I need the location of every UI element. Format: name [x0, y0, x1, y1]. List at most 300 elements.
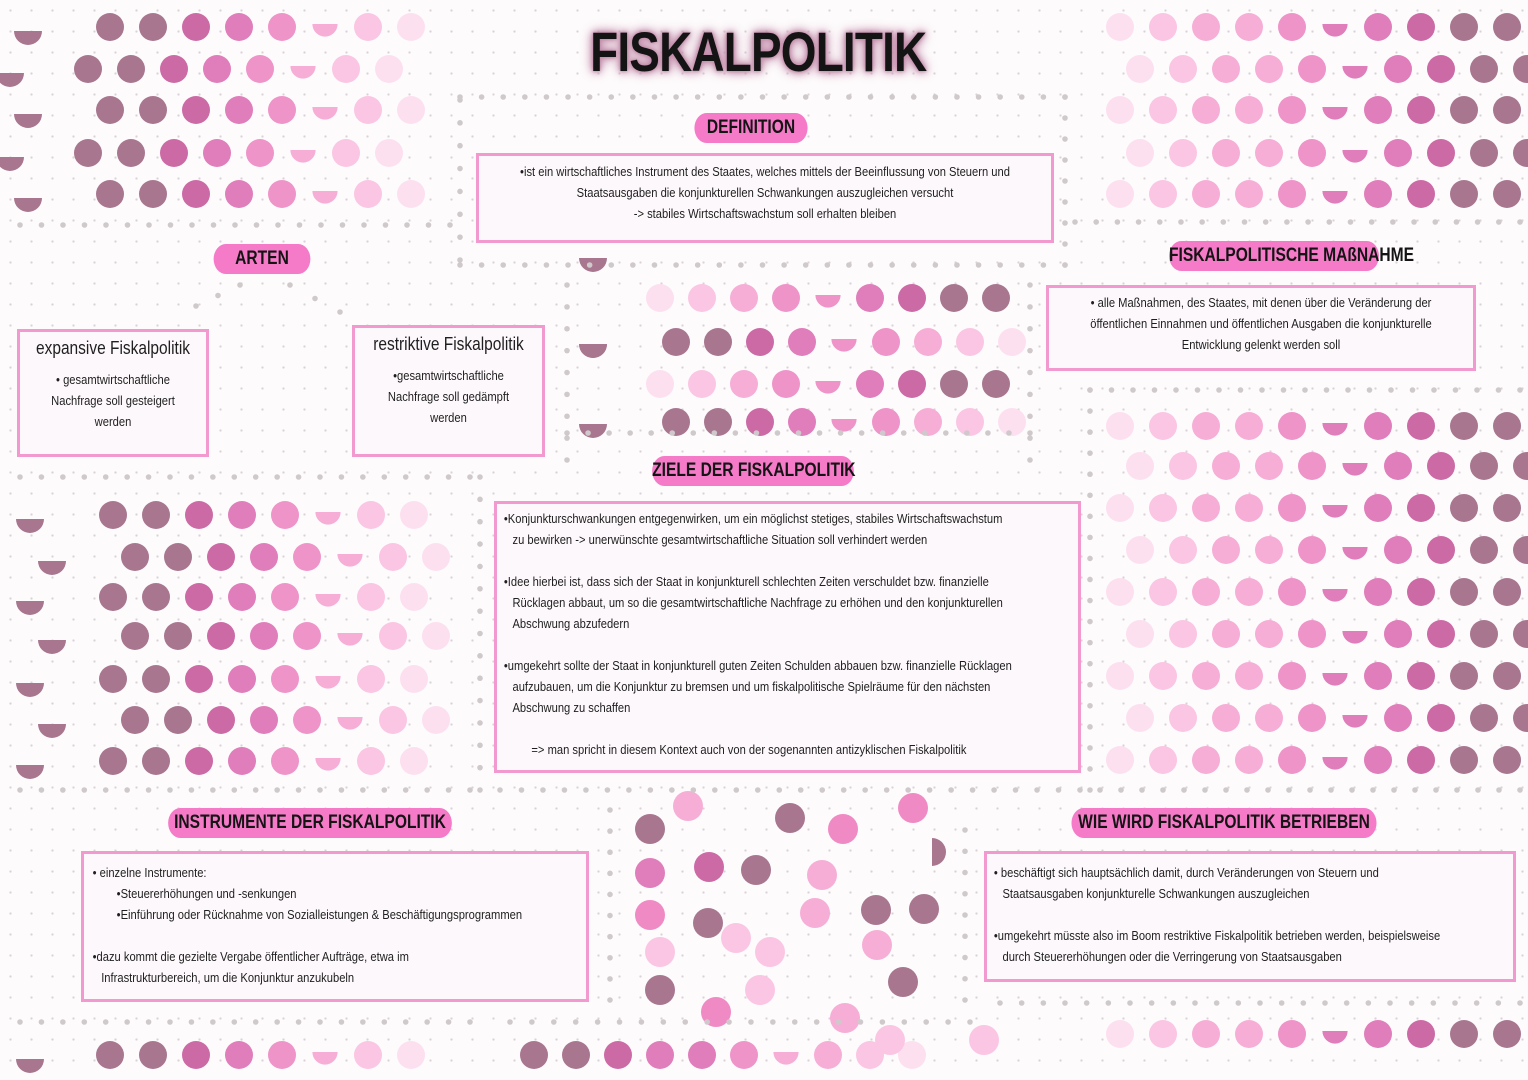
decorative-dot — [121, 543, 149, 571]
decorative-dotted-line — [446, 1019, 452, 1025]
decorative-dotted-line — [340, 222, 346, 228]
decorative-dotted-line — [274, 787, 280, 793]
decorative-dotted-line — [1263, 219, 1269, 225]
decorative-dot — [772, 284, 800, 312]
decorative-dotted-line — [296, 1019, 302, 1025]
decorative-dotted-line — [858, 1019, 864, 1025]
decorative-dotted-line — [477, 742, 483, 748]
decorative-dotted-line — [704, 1019, 710, 1025]
decorative-dotted-line — [477, 698, 483, 704]
decorative-half-dot — [1322, 589, 1347, 602]
decorative-dotted-line — [477, 608, 483, 614]
decorative-dot — [400, 747, 428, 775]
decorative-dotted-line — [585, 430, 591, 436]
decorative-dotted-line — [544, 262, 550, 268]
decorative-dotted-line — [189, 1019, 195, 1025]
decorative-dot — [1450, 180, 1478, 208]
decorative-half-dot — [932, 838, 946, 866]
decorative-dot — [228, 747, 256, 775]
decorative-dotted-line — [923, 1019, 929, 1025]
decorative-dotted-line — [803, 94, 809, 100]
decorative-dot — [1149, 494, 1177, 522]
decorative-dot — [1106, 746, 1134, 774]
decorative-dotted-line — [712, 430, 718, 436]
decorative-dotted-line — [1301, 1000, 1307, 1006]
decorative-dot — [142, 665, 170, 693]
decorative-dotted-line — [189, 222, 195, 228]
decorative-dotted-line — [607, 976, 613, 982]
decorative-half-dot — [1322, 757, 1347, 770]
decorative-dot — [74, 139, 102, 167]
decorative-dotted-line — [381, 787, 387, 793]
decorative-dotted-line — [933, 94, 939, 100]
decorative-dot — [422, 622, 450, 650]
decorative-dot — [1364, 746, 1392, 774]
decorative-dotted-line — [884, 787, 890, 793]
expansive-box — [17, 329, 209, 457]
decorative-dotted-line — [1106, 1000, 1112, 1006]
decorative-dot — [1235, 662, 1263, 690]
decorative-dotted-line — [167, 474, 173, 480]
decorative-dotted-line — [997, 262, 1003, 268]
decorative-dotted-line — [1027, 430, 1033, 436]
massnahme-heading: FISKALPOLITISCHE MAßNAHME — [1169, 241, 1379, 271]
decorative-dot — [225, 1041, 253, 1069]
decorative-dotted-line — [103, 787, 109, 793]
decorative-dot — [1384, 536, 1412, 564]
decorative-dotted-line — [962, 870, 968, 876]
decorative-dot — [604, 1041, 632, 1069]
decorative-dotted-line — [991, 787, 997, 793]
decorative-dot — [741, 855, 771, 885]
decorative-dotted-line — [1244, 787, 1250, 793]
decorative-dot — [354, 1041, 382, 1069]
decorative-dot — [807, 860, 837, 890]
decorative-dot — [1450, 494, 1478, 522]
decorative-dot — [121, 706, 149, 734]
decorative-dot — [1493, 1020, 1521, 1048]
decorative-dot — [520, 1041, 548, 1069]
decorative-dot — [1149, 578, 1177, 606]
decorative-dotted-line — [477, 497, 483, 503]
decorative-dotted-line — [479, 262, 485, 268]
decorative-dotted-line — [1062, 1000, 1068, 1006]
decorative-dot — [673, 791, 703, 821]
decorative-dotted-line — [814, 1019, 820, 1025]
decorative-dot — [898, 793, 928, 823]
decorative-dot — [1384, 452, 1412, 480]
decorative-dot — [872, 408, 900, 436]
decorative-dotted-line — [1388, 387, 1394, 393]
decorative-dot — [164, 706, 192, 734]
decorative-dot — [746, 408, 774, 436]
decorative-dotted-line — [60, 1019, 66, 1025]
decorative-dotted-line — [564, 304, 570, 310]
decorative-dotted-line — [1216, 387, 1222, 393]
decorative-dotted-line — [274, 474, 280, 480]
decorative-dotted-line — [1474, 1000, 1480, 1006]
decorative-dotted-line — [738, 262, 744, 268]
decorative-dotted-line — [1072, 219, 1078, 225]
decorative-dotted-line — [1517, 219, 1523, 225]
decorative-dotted-line — [403, 474, 409, 480]
decorative-dot — [332, 139, 360, 167]
decorative-dot — [117, 139, 145, 167]
decorative-dot — [704, 328, 732, 356]
decorative-half-dot — [312, 107, 337, 120]
decorative-dot — [693, 908, 723, 938]
decorative-dot — [182, 13, 210, 41]
decorative-dotted-line — [1454, 787, 1460, 793]
decorative-dot — [400, 665, 428, 693]
expansive-title: expansive Fiskalpolitik — [35, 338, 190, 358]
decorative-dot — [268, 1041, 296, 1069]
decorative-dotted-line — [587, 94, 593, 100]
decorative-half-dot — [1342, 547, 1367, 560]
decorative-dotted-line — [361, 222, 367, 228]
decorative-dot — [1278, 1020, 1306, 1048]
decorative-dotted-line — [819, 787, 825, 793]
decorative-dot — [1255, 536, 1283, 564]
decorative-dotted-line — [1409, 1000, 1415, 1006]
decorative-dotted-line — [1130, 387, 1136, 393]
decorative-half-dot — [14, 114, 42, 128]
decorative-dotted-line — [1087, 661, 1093, 667]
decorative-dot — [268, 96, 296, 124]
decorative-dotted-line — [404, 222, 410, 228]
decorative-dotted-line — [943, 430, 949, 436]
decorative-dotted-line — [922, 430, 928, 436]
decorative-dot — [1149, 1020, 1177, 1048]
decorative-dotted-line — [1302, 387, 1308, 393]
decorative-dotted-line — [1452, 1000, 1458, 1006]
decorative-dot — [662, 408, 690, 436]
decorative-dotted-line — [17, 222, 23, 228]
decorative-dot — [1298, 536, 1326, 564]
decorative-dotted-line — [970, 787, 976, 793]
decorative-dotted-line — [1160, 787, 1166, 793]
decorative-dotted-line — [477, 519, 483, 525]
decorative-dotted-line — [360, 474, 366, 480]
decorative-dotted-line — [477, 787, 483, 793]
decorative-dotted-line — [17, 787, 23, 793]
decorative-dotted-line — [447, 222, 453, 228]
decorative-dotted-line — [1062, 178, 1068, 184]
decorative-dotted-line — [565, 262, 571, 268]
decorative-half-dot — [315, 676, 340, 689]
decorative-dot — [293, 622, 321, 650]
decorative-dotted-line — [682, 1019, 688, 1025]
decorative-dotted-line — [507, 1019, 513, 1025]
decorative-dotted-line — [457, 211, 463, 217]
decorative-dot — [160, 55, 188, 83]
decorative-dotted-line — [1195, 387, 1201, 393]
decorative-dotted-line — [146, 1019, 152, 1025]
decorative-dot — [375, 139, 403, 167]
decorative-dotted-line — [189, 787, 195, 793]
decorative-dot — [1212, 536, 1240, 564]
ziele-heading: ZIELE DER FISKALPOLITIK — [652, 456, 854, 486]
expansive-content: expansive Fiskalpolitik • gesamtwirtschaftliche Nachfrage soll gesteigert werden — [33, 338, 193, 432]
decorative-dotted-line — [1281, 387, 1287, 393]
decorative-dot — [1513, 139, 1528, 167]
decorative-dotted-line — [967, 1019, 973, 1025]
decorative-dot — [745, 975, 775, 1005]
decorative-dotted-line — [748, 1019, 754, 1025]
decorative-dot — [1450, 578, 1478, 606]
decorative-dotted-line — [1027, 348, 1033, 354]
decorative-dotted-line — [1214, 1000, 1220, 1006]
decorative-dotted-line — [1259, 387, 1265, 393]
decorative-dotted-line — [1019, 262, 1025, 268]
decorative-dotted-line — [253, 1019, 259, 1025]
decorative-dotted-line — [146, 787, 152, 793]
decorative-dot — [1255, 620, 1283, 648]
decorative-dotted-line — [760, 262, 766, 268]
decorative-dotted-line — [1097, 787, 1103, 793]
decorative-dotted-line — [1328, 787, 1334, 793]
decorative-dotted-line — [1056, 787, 1062, 793]
decorative-dot — [645, 975, 675, 1005]
decorative-dotted-line — [997, 1000, 1003, 1006]
decorative-dotted-line — [1157, 219, 1163, 225]
decorative-dotted-line — [607, 807, 613, 813]
decorative-dotted-line — [1087, 724, 1093, 730]
decorative-dotted-line — [1062, 94, 1068, 100]
decorative-dot — [1450, 13, 1478, 41]
decorative-dot — [228, 501, 256, 529]
decorative-dot — [1364, 1020, 1392, 1048]
decorative-dot — [271, 583, 299, 611]
decorative-half-dot — [312, 24, 337, 37]
decorative-dot — [1126, 139, 1154, 167]
decorative-dotted-line — [360, 787, 366, 793]
decorative-dotted-line — [911, 94, 917, 100]
decorative-dot — [635, 900, 665, 930]
ziele-text: •Konjunkturschwankungen entgegenwirken, um ein möglichst stetiges, stabiles Wirtschaftswachstum zu bewirken -> unerwünschte gesamtwirtschaftliche Situation soll verhindert werden •Idee hierbei ist, dass sich der Staat in konjunkturell schlechten Zeiten verschuldet bzw. finanzielle Rücklagen abbaut, um so die gesamtwirtschaftliche Nachfrage zu erhöhen und den konjunkturellen Abschwung abzufedern •umgekehrt sollte der Staat in konjunkturell guten Zeiten Schulden abbauen bzw. finanzielle Rücklagen aufzubauen, um die Konjunktur zu bremsen und um fiskalpolitische Spielräume für den nächsten Abschwung zu schaffen => man spricht in diesem Kontext auch von der sogenannten antizyklischen Fiskalpolitik — [503, 511, 1012, 757]
decorative-dotted-line — [168, 222, 174, 228]
decorative-dot — [1212, 55, 1240, 83]
decorative-dotted-line — [1041, 1000, 1047, 1006]
decorative-dotted-line — [189, 474, 195, 480]
decorative-dotted-line — [1019, 94, 1025, 100]
decorative-dotted-line — [1136, 219, 1142, 225]
decorative-half-dot — [337, 554, 362, 567]
decorative-dotted-line — [467, 1019, 473, 1025]
decorative-dot — [1106, 1020, 1134, 1048]
decorative-dotted-line — [817, 430, 823, 436]
decorative-dotted-line — [838, 430, 844, 436]
decorative-dotted-line — [962, 933, 968, 939]
decorative-dot — [268, 180, 296, 208]
decorative-dotted-line — [911, 262, 917, 268]
decorative-dot — [99, 747, 127, 775]
decorative-dot — [1407, 96, 1435, 124]
decorative-dot — [1169, 704, 1197, 732]
decorative-dotted-line — [60, 222, 66, 228]
decorative-dot — [139, 1041, 167, 1069]
decorative-dot — [1364, 494, 1392, 522]
decorative-dotted-line — [954, 262, 960, 268]
decorative-dotted-line — [1027, 392, 1033, 398]
decorative-half-dot — [1342, 150, 1367, 163]
decorative-dotted-line — [457, 189, 463, 195]
decorative-dotted-line — [125, 222, 131, 228]
decorative-dot — [635, 814, 665, 844]
decorative-dot — [1126, 55, 1154, 83]
decorative-dot — [1298, 55, 1326, 83]
decorative-dot — [379, 622, 407, 650]
decorative-dotted-line — [733, 430, 739, 436]
decorative-dot — [1126, 452, 1154, 480]
decorative-dotted-line — [1349, 787, 1355, 793]
decorative-dot — [203, 55, 231, 83]
decorative-dot — [688, 284, 716, 312]
decorative-dot — [1407, 494, 1435, 522]
decorative-half-dot — [312, 191, 337, 204]
decorative-dotted-line — [1345, 387, 1351, 393]
decorative-dotted-line — [339, 787, 345, 793]
decorative-dotted-line — [519, 787, 525, 793]
decorative-dotted-line — [124, 474, 130, 480]
decorative-dotted-line — [889, 262, 895, 268]
decorative-dotted-line — [317, 474, 323, 480]
decorative-dotted-line — [648, 787, 654, 793]
decorative-dotted-line — [695, 94, 701, 100]
decorative-half-dot — [290, 150, 315, 163]
decorative-dotted-line — [564, 413, 570, 419]
decorative-dotted-line — [457, 94, 463, 100]
decorative-dot — [422, 706, 450, 734]
decorative-dotted-line — [1322, 1000, 1328, 1006]
decorative-dotted-line — [564, 392, 570, 398]
decorative-dotted-line — [1087, 766, 1093, 772]
decorative-dotted-line — [231, 1019, 237, 1025]
decorative-dotted-line — [859, 430, 865, 436]
decorative-dot — [1212, 139, 1240, 167]
decorative-dot — [1513, 704, 1528, 732]
decorative-dotted-line — [564, 435, 570, 441]
decorative-dotted-line — [868, 262, 874, 268]
page-title: FISKALPOLITIK — [590, 20, 927, 83]
decorative-dotted-line — [1087, 577, 1093, 583]
decorative-dotted-line — [962, 997, 968, 1003]
decorative-dotted-line — [1223, 787, 1229, 793]
decorative-dot — [1278, 494, 1306, 522]
decorative-dotted-line — [1257, 1000, 1263, 1006]
decorative-dotted-line — [477, 541, 483, 547]
decorative-dot — [207, 706, 235, 734]
decorative-dot — [956, 408, 984, 436]
decorative-half-dot — [16, 519, 44, 533]
decorative-dotted-line — [962, 912, 968, 918]
decorative-dotted-line — [583, 787, 589, 793]
decorative-dot — [1106, 13, 1134, 41]
decorative-dotted-line — [690, 430, 696, 436]
decorative-dot — [746, 328, 774, 356]
decorative-half-dot — [16, 683, 44, 697]
decorative-dot — [1149, 13, 1177, 41]
decorative-dotted-line — [211, 222, 217, 228]
decorative-dotted-line — [103, 1019, 109, 1025]
decorative-dotted-line — [215, 293, 221, 299]
decorative-dotted-line — [457, 234, 463, 240]
decorative-dotted-line — [167, 787, 173, 793]
decorative-dotted-line — [630, 262, 636, 268]
decorative-dot — [354, 13, 382, 41]
decorative-half-dot — [1322, 505, 1347, 518]
decorative-dot — [755, 937, 785, 967]
decorative-dot — [203, 139, 231, 167]
decorative-dot — [914, 408, 942, 436]
decorative-dot — [1192, 746, 1220, 774]
decorative-dotted-line — [237, 282, 243, 288]
decorative-dot — [357, 583, 385, 611]
instrumente-box — [81, 851, 589, 1002]
decorative-dotted-line — [564, 326, 570, 332]
decorative-dot — [1149, 412, 1177, 440]
decorative-dot — [1427, 139, 1455, 167]
decorative-dotted-line — [846, 262, 852, 268]
decorative-dot — [422, 543, 450, 571]
decorative-half-dot — [38, 561, 66, 575]
decorative-dotted-line — [1087, 598, 1093, 604]
decorative-dot — [354, 96, 382, 124]
decorative-dot — [164, 622, 192, 650]
decorative-dot — [225, 180, 253, 208]
decorative-dotted-line — [606, 430, 612, 436]
decorative-dot — [1470, 139, 1498, 167]
decorative-dotted-line — [607, 828, 613, 834]
decorative-dotted-line — [1087, 682, 1093, 688]
decorative-dotted-line — [573, 1019, 579, 1025]
decorative-dot — [1106, 578, 1134, 606]
decorative-dotted-line — [1087, 492, 1093, 498]
decorative-dotted-line — [1348, 219, 1354, 225]
decorative-dot — [142, 583, 170, 611]
decorative-dot — [246, 55, 274, 83]
decorative-dot — [1192, 13, 1220, 41]
decorative-half-dot — [831, 419, 856, 432]
decorative-dot — [1255, 139, 1283, 167]
decorative-dotted-line — [60, 787, 66, 793]
decorative-dot — [1106, 412, 1134, 440]
wie-box — [984, 851, 1516, 982]
decorative-dot — [800, 898, 830, 928]
decorative-dot — [969, 1025, 999, 1055]
decorative-dotted-line — [1496, 387, 1502, 393]
decorative-dotted-line — [716, 94, 722, 100]
decorative-dotted-line — [479, 94, 485, 100]
decorative-half-dot — [1322, 423, 1347, 436]
decorative-dotted-line — [193, 303, 199, 309]
decorative-dot — [1364, 578, 1392, 606]
decorative-dot — [1450, 746, 1478, 774]
decorative-half-dot — [290, 66, 315, 79]
decorative-dotted-line — [124, 787, 130, 793]
decorative-dotted-line — [381, 474, 387, 480]
decorative-dotted-line — [1087, 450, 1093, 456]
decorative-dot — [397, 1041, 425, 1069]
decorative-dot — [357, 665, 385, 693]
decorative-dotted-line — [424, 474, 430, 480]
decorative-dot — [1169, 536, 1197, 564]
decorative-dotted-line — [522, 94, 528, 100]
decorative-dotted-line — [648, 430, 654, 436]
decorative-dotted-line — [403, 787, 409, 793]
decorative-dotted-line — [296, 474, 302, 480]
decorative-dot — [121, 622, 149, 650]
